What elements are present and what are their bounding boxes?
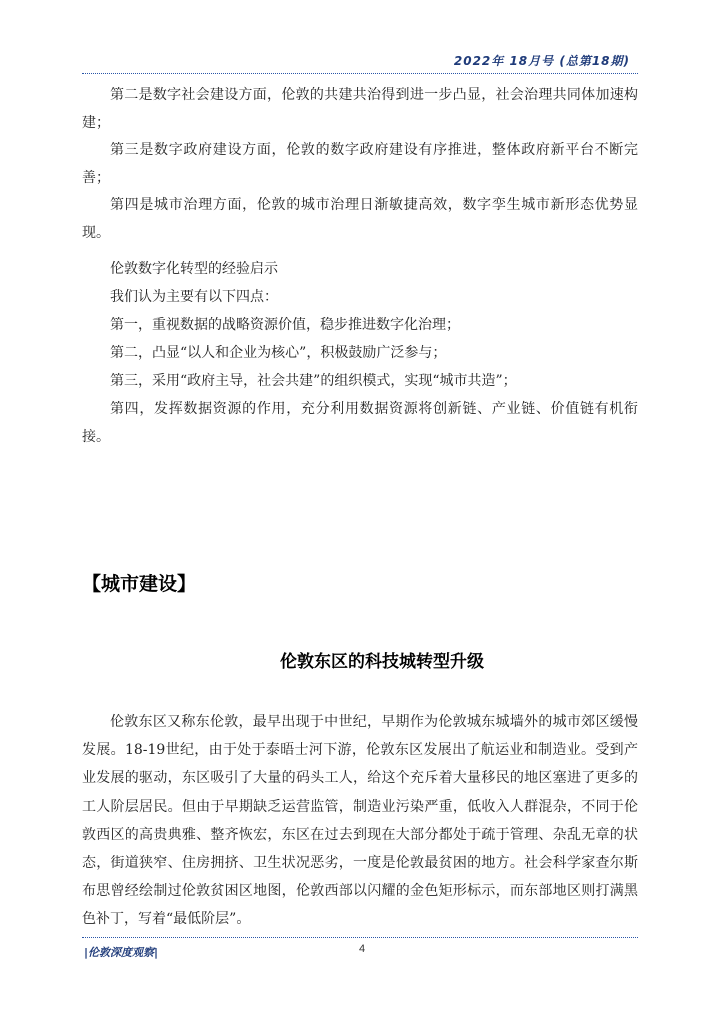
section-title: 【城市建设】: [82, 573, 197, 595]
footer-divider: [82, 937, 638, 938]
paragraph-four-points-intro: 我们认为主要有以下四点：: [110, 289, 278, 305]
paragraph-city-governance: 第四是城市治理方面，伦敦的城市治理日渐敏捷高效，数字孪生城市新形态优势显现。: [82, 197, 638, 241]
issue-header: 2022年 18月号 (总第18期): [453, 54, 630, 68]
paragraph-point-four: 第四，发挥数据资源的作用，充分利用数据资源将创新链、产业链、价值链有机衔接。: [82, 401, 638, 445]
header-divider: [82, 73, 638, 74]
paragraph-point-two: 第二，凸显“以人和企业为核心”，积极鼓励广泛参与；: [110, 345, 447, 361]
paragraph-point-three: 第三，采用“政府主导，社会共建”的组织模式，实现“城市共造”；: [110, 373, 517, 389]
paragraph-digital-society: 第二是数字社会建设方面，伦敦的共建共治得到进一步凸显，社会治理共同体加速构建；: [82, 87, 638, 131]
article-body: 伦敦东区又称东伦敦，最早出现于中世纪，早期作为伦敦城东城墙外的城市郊区缓慢发展。18-19世纪，由于处于泰晤士河下游，伦敦东区发展出了航运业和制造业。受到产业发展的驱动，东区吸引了大量的码头工人，给这个充斥着大量移民的地区塞进了更多的工人阶层居民。但由于早期缺乏运营监管，制造业污染严重，低收入人群混杂，不同于伦敦西区的高贵典雅、整齐恢宏，东区在过去到现在大部分都处于疏于管理、杂乱无章的状态，街道狭窄、住房拥挤、卫生状况恶劣，一度是伦敦最贫困的地方。社会科学家查尔斯布思曾经绘制过伦敦贫困区地图，伦敦西部以闪耀的金色矩形标示，而东部地区则打满黑色补丁，写着“最低阶层”。: [82, 714, 638, 928]
footer-brand: |伦敦深度观察|: [84, 946, 159, 959]
page-number: 4: [358, 943, 366, 955]
article-title: 伦敦东区的科技城转型升级: [280, 652, 484, 672]
paragraph-point-one: 第一，重视数据的战略资源价值，稳步推进数字化治理；: [110, 317, 460, 333]
paragraph-digital-government: 第三是数字政府建设方面，伦敦的数字政府建设有序推进，整体政府新平台不断完善；: [82, 142, 638, 186]
paragraph-experience-heading: 伦敦数字化转型的经验启示: [110, 261, 278, 277]
